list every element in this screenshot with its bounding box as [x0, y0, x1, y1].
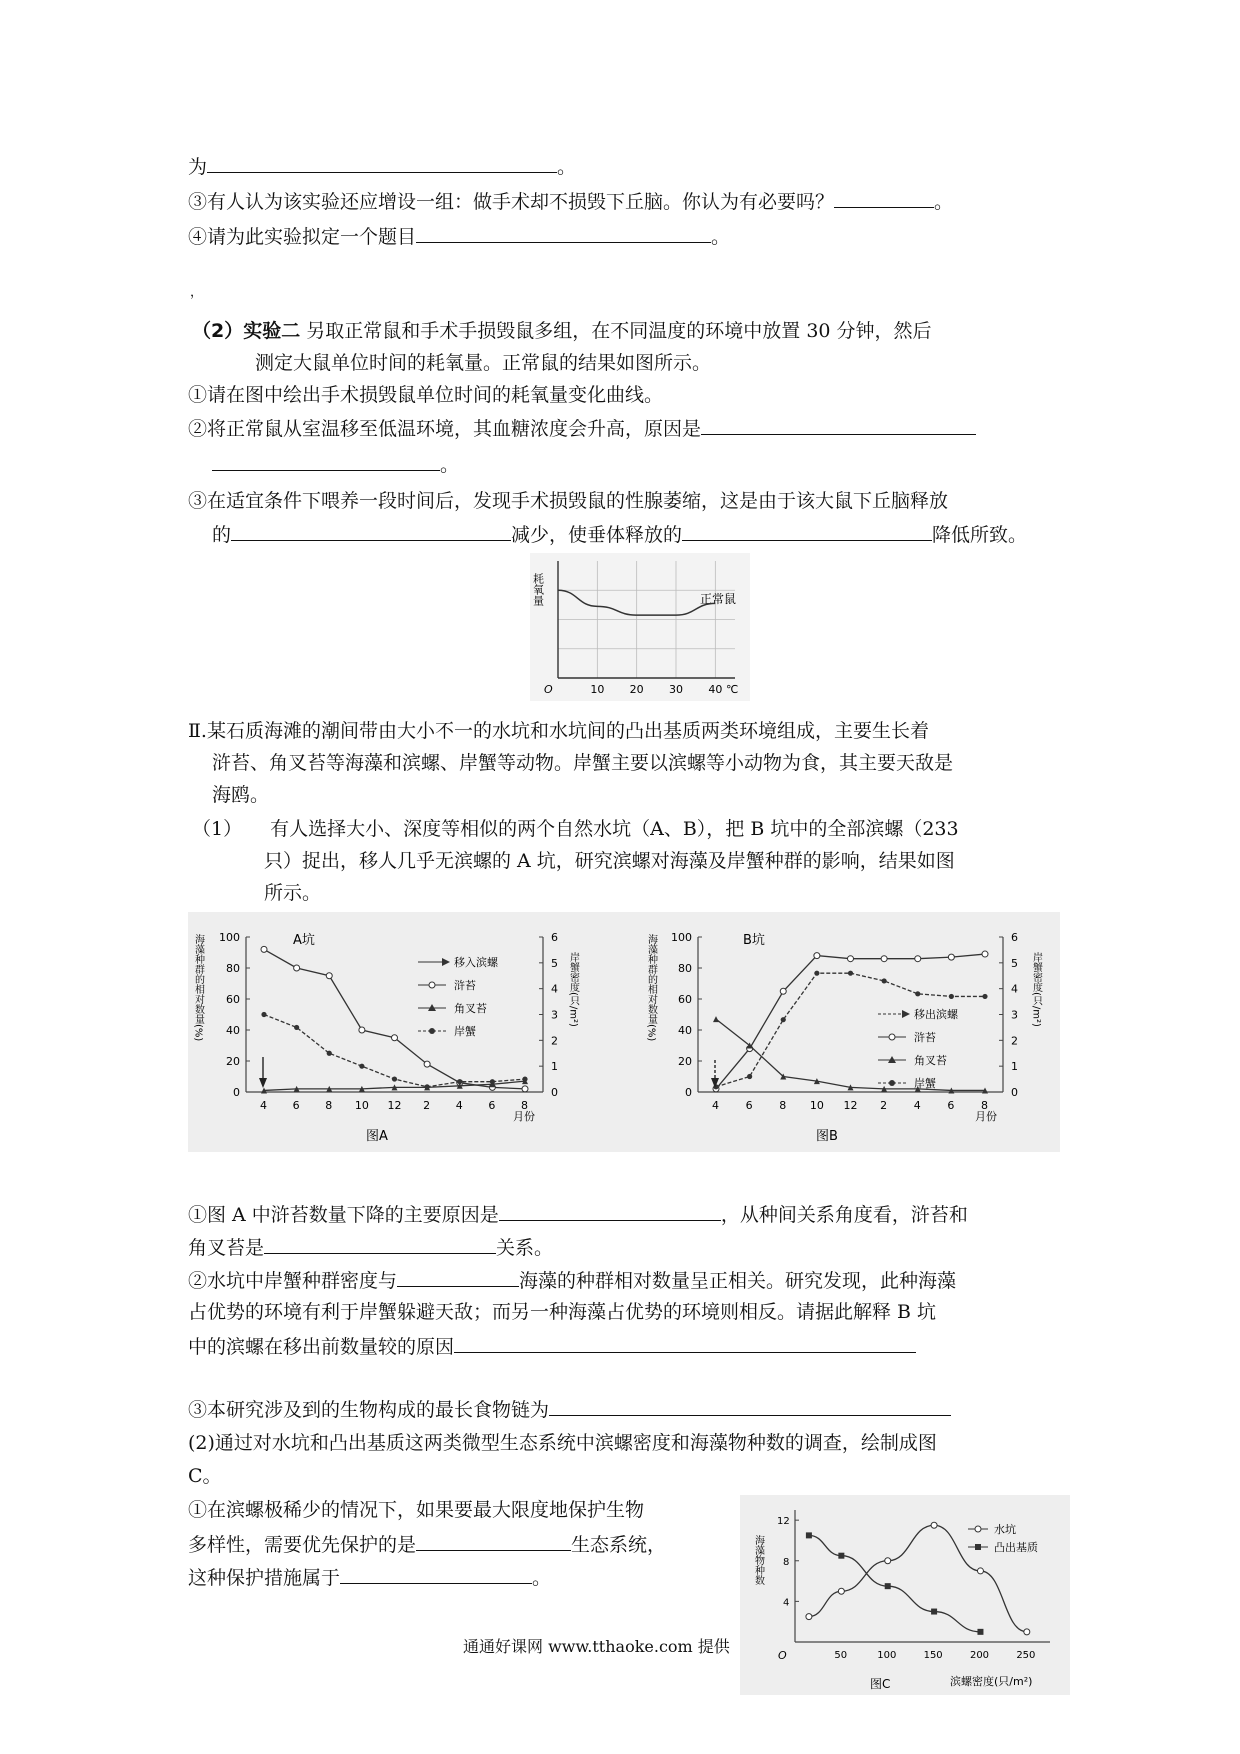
x-tick-label: 12	[843, 1099, 858, 1112]
y-tick-label-right: 3	[1011, 1008, 1018, 1022]
oxygen-chart-svg	[530, 553, 750, 701]
fig-b-x-unit: 月份	[975, 1110, 997, 1123]
q-continuation-line: 为 。	[188, 152, 576, 180]
x-unit-label: ℃	[726, 683, 739, 696]
figure-oxygen-chart	[530, 553, 750, 701]
data-point	[392, 1035, 398, 1041]
x-tick-label: 4	[455, 1099, 463, 1112]
legend-swatch	[975, 1544, 981, 1550]
exp2-intro-line2: 测定大鼠单位时间的耗氧量。正常鼠的结果如图所示。	[255, 352, 712, 374]
fig-b-legend	[878, 1007, 959, 1090]
fig-a-legend	[418, 955, 499, 1038]
fig-a-right-label: 岸蟹密度(只/m²)	[567, 952, 579, 1027]
fig-b-right-label: 岸蟹密度(只/m²)	[1030, 952, 1042, 1027]
y-tick-label-right: 4	[551, 982, 558, 996]
fig-a-arrow-head	[259, 1078, 267, 1088]
data-point	[814, 971, 819, 976]
answer-blank[interactable]	[682, 520, 932, 541]
x-tick-label: 200	[969, 1650, 990, 1661]
x-tick-label: 10	[354, 1099, 369, 1112]
data-point	[838, 1553, 844, 1559]
data-point	[915, 991, 920, 996]
legend-swatch	[902, 1010, 910, 1018]
data-point	[915, 956, 921, 962]
fig-a-caption: 图A	[366, 1129, 388, 1144]
x-tick-label: 4	[712, 1099, 719, 1112]
exp2-q2: ②将正常鼠从室温移至低温环境，其血糖浓度会升高，原因是	[188, 414, 976, 442]
fig-a-ticks	[219, 931, 558, 1112]
data-point	[838, 1588, 844, 1594]
y-tick-label: 8	[783, 1556, 790, 1568]
fig-c-origin: O	[778, 1649, 787, 1662]
y-tick-label-left: 0	[685, 1086, 692, 1099]
legend-label: 岸蟹	[914, 1077, 936, 1090]
x-tick-label: 250	[1016, 1650, 1036, 1661]
data-point	[948, 954, 954, 960]
answer-blank[interactable]	[701, 414, 976, 435]
x-tick-label: 20	[629, 683, 644, 696]
exp2-label: （2）实验二	[192, 320, 301, 342]
part2-a1-line2: 角叉苔是 关系。	[188, 1233, 553, 1261]
x-tick-label: 8	[981, 1099, 988, 1112]
y-tick-label-left: 0	[233, 1086, 240, 1099]
y-tick-label-right: 0	[1011, 1086, 1018, 1099]
part2-q1-line1: （1） 有人选择大小、深度等相似的两个自然水坑（A、B），把 B 坑中的全部滨螺（233	[192, 818, 959, 840]
x-tick-label: 4	[260, 1099, 267, 1112]
y-tick-label-right: 6	[551, 931, 558, 944]
y-tick-label: 4	[783, 1597, 790, 1609]
figure-c-svg	[740, 1495, 1070, 1695]
part2-q2-line2: C。	[188, 1465, 222, 1487]
legend-label: 水坑	[994, 1523, 1016, 1536]
data-point	[949, 994, 954, 999]
fig-b-series	[713, 951, 988, 1093]
part2-c1-line3: 这种保护措施属于 。	[188, 1563, 551, 1591]
y-tick-label-right: 0	[551, 1086, 558, 1099]
part2-a3: ③本研究涉及到的生物构成的最长食物链为	[188, 1395, 951, 1423]
legend-label: 凸出基质	[994, 1541, 1038, 1554]
part2-c1-line2: 多样性，需要优先保护的是 生态系统，	[188, 1530, 666, 1558]
x-tick-label: 8	[521, 1099, 528, 1112]
y-tick-label-right: 2	[1011, 1034, 1018, 1048]
fig-a-title: A坑	[293, 933, 315, 948]
fig-b-title: B坑	[743, 933, 765, 948]
fig-b-caption: 图B	[816, 1129, 838, 1144]
data-point	[982, 951, 988, 957]
origin-label: O	[544, 683, 553, 696]
y-tick-label-right: 5	[551, 956, 558, 970]
y-tick-label-left: 60	[678, 993, 692, 1006]
answer-blank[interactable]	[834, 187, 934, 208]
figure-ab-svg	[188, 912, 1060, 1152]
data-point	[848, 971, 853, 976]
answer-blank[interactable]	[416, 1530, 571, 1551]
data-point	[294, 965, 300, 971]
y-tick-label: 12	[777, 1516, 790, 1528]
data-point	[326, 973, 332, 979]
figure-ab-panel	[188, 912, 1060, 1152]
data-point	[931, 1522, 937, 1528]
y-tick-label-right: 6	[1011, 931, 1018, 944]
part2-intro-line3: 海鸥。	[212, 784, 270, 806]
x-tick-label: 6	[292, 1099, 300, 1112]
legend-swatch	[442, 958, 450, 966]
data-point	[982, 994, 987, 999]
part2-a2-line3: 中的滨螺在移出前数量较的原因	[188, 1332, 916, 1360]
answer-blank[interactable]	[207, 152, 557, 173]
data-point	[931, 1609, 937, 1615]
legend-label: 移入滨螺	[454, 956, 498, 969]
fig-a-left-label: 海藻种群的相对数量(%)	[192, 934, 204, 1042]
y-tick-label-right: 3	[551, 1008, 558, 1022]
series-line	[264, 949, 525, 1089]
data-point	[882, 978, 887, 983]
answer-blank[interactable]	[416, 222, 711, 243]
answer-blank[interactable]	[340, 1563, 532, 1584]
x-tick-label: 10	[590, 683, 605, 696]
data-point	[885, 1583, 891, 1589]
fig-a-x-unit: 月份	[513, 1110, 535, 1123]
data-point	[359, 1064, 364, 1069]
data-point	[425, 1084, 430, 1089]
legend-label: 浒苔	[914, 1031, 936, 1044]
footer-credit: 通通好课网 www.tthaoke.com 提供	[463, 1637, 730, 1656]
x-tick-label: 30	[669, 683, 683, 696]
legend-label: 角叉苔	[914, 1054, 947, 1067]
x-tick-label: 12	[387, 1099, 402, 1112]
data-point	[359, 1027, 365, 1033]
y-tick-label-right: 1	[1011, 1060, 1018, 1074]
y-tick-label-right: 2	[551, 1034, 558, 1048]
x-tick-label: 8	[779, 1099, 787, 1112]
data-point	[327, 1051, 332, 1056]
fig-c-y-label: 海藻物种数	[752, 1535, 764, 1585]
data-point	[806, 1532, 812, 1538]
y-tick-label-left: 100	[671, 931, 692, 944]
part2-c1-line1: ①在滨螺极稀少的情况下，如果要最大限度地保护生物	[188, 1499, 645, 1521]
part2-intro-line1: Ⅱ.某石质海滩的潮间带由大小不一的水坑和水坑间的凸出基质两类环境组成，主要生长着	[188, 720, 929, 742]
y-tick-label-right: 4	[1011, 982, 1018, 996]
data-point	[392, 1076, 397, 1081]
x-tick-label: 50	[834, 1650, 848, 1661]
data-point	[747, 1074, 752, 1079]
chart-grid	[558, 561, 735, 678]
legend-label: 岸蟹	[454, 1025, 476, 1038]
exp2-intro-line1: （2）实验二 另取正常鼠和手术手损毁鼠多组，在不同温度的环境中放置 30 分钟，然后	[192, 320, 932, 342]
data-point	[885, 1558, 891, 1564]
data-point	[490, 1079, 495, 1084]
x-tick-label: 40	[708, 683, 723, 696]
part2-intro-line2: 浒苔、角叉苔等海藻和滨螺、岸蟹等动物。岸蟹主要以滨螺等小动物为食，其主要天敌是	[212, 752, 954, 774]
y-tick-label-left: 40	[678, 1024, 692, 1037]
answer-blank[interactable]	[231, 520, 511, 541]
data-point	[848, 956, 854, 962]
data-point	[806, 1614, 812, 1620]
data-point	[522, 1076, 527, 1081]
legend-label: 浒苔	[454, 979, 476, 992]
data-point	[780, 988, 786, 994]
data-point	[977, 1629, 983, 1635]
x-tick-label: 10	[809, 1099, 824, 1112]
data-point	[881, 956, 887, 962]
part2-q1-line2: 只）捉出，移人几乎无滨螺的 A 坑，研究滨螺对海藻及岸蟹种群的影响，结果如图	[264, 850, 955, 872]
x-ticks	[590, 683, 722, 696]
stray-comma: ，	[190, 285, 204, 300]
part2-q1-line3: 所示。	[264, 882, 322, 904]
data-point	[522, 1086, 528, 1092]
data-point	[781, 1017, 786, 1022]
data-point	[814, 953, 820, 959]
fig-b-left-label: 海藻种群的相对数量(%)	[645, 934, 657, 1042]
x-tick-label: 4	[913, 1099, 921, 1112]
data-point	[977, 1568, 983, 1574]
figure-b	[646, 931, 1043, 1144]
legend-swatch	[975, 1526, 981, 1532]
exp2-q2-cont: 。	[212, 450, 459, 478]
figure-c-panel	[740, 1495, 1070, 1695]
y-tick-label-left: 100	[219, 931, 240, 944]
part2-a2-line2: 占优势的环境有利于岸蟹躲避天敌；而另一种海藻占优势的环境则相反。请据此解释 B 坑	[188, 1301, 937, 1323]
question-4: ④请为此实验拟定一个题目 。	[188, 222, 730, 250]
exp2-q3-line1: ③在适宜条件下喂养一段时间后，发现手术损毁鼠的性腺萎缩，这是由于该大鼠下丘脑释放	[188, 490, 949, 512]
data-point	[294, 1025, 299, 1030]
exp2-q1: ①请在图中绘出手术损毁鼠单位时间的耗氧量变化曲线。	[188, 384, 664, 406]
y-tick-label-left: 80	[226, 962, 240, 975]
data-point	[1024, 1629, 1030, 1635]
data-point	[261, 1012, 266, 1017]
answer-blank[interactable]	[397, 1266, 519, 1287]
answer-blank[interactable]	[549, 1395, 951, 1416]
data-point	[261, 946, 267, 952]
answer-blank[interactable]	[212, 450, 440, 471]
series-line	[264, 1015, 525, 1087]
data-point	[713, 1016, 719, 1022]
x-tick-label: 150	[923, 1650, 943, 1661]
fig-c-ticks	[777, 1516, 1035, 1661]
y-tick-label-left: 20	[226, 1055, 240, 1068]
data-point	[457, 1079, 462, 1084]
y-tick-label-left: 80	[678, 962, 692, 975]
exp2-q3-line2: 的 减少，使垂体释放的 降低所致。	[212, 520, 1027, 548]
x-tick-label: 2	[423, 1099, 431, 1112]
fig-c-series	[806, 1522, 1030, 1635]
part2-a1-line1: ①图 A 中浒苔数量下降的主要原因是 ，从种间关系角度看，浒苔和	[188, 1200, 968, 1228]
y-axis-label: 耗氧量	[531, 573, 545, 606]
series-line	[716, 973, 985, 1087]
y-tick-label-left: 60	[226, 993, 240, 1006]
fig-c-caption: 图C	[870, 1677, 891, 1691]
x-tick-label: 8	[325, 1099, 333, 1112]
part2-q2-line1: (2)通过对水坑和凸出基质这两类微型生态系统中滨螺密度和海藻物种数的调查，绘制成图	[188, 1432, 937, 1454]
x-tick-label: 6	[488, 1099, 496, 1112]
data-point	[424, 1061, 430, 1067]
series-line	[809, 1535, 981, 1631]
series-label-normal: 正常鼠	[700, 592, 737, 606]
legend-swatch	[889, 1080, 895, 1086]
x-tick-label: 6	[745, 1099, 753, 1112]
question-3: ③有人认为该实验还应增设一组：做手术却不损毁下丘脑。你认为有必要吗？ 。	[188, 187, 953, 215]
legend-label: 移出滨螺	[914, 1008, 958, 1021]
legend-swatch	[889, 1034, 895, 1040]
answer-blank[interactable]	[454, 1332, 916, 1353]
y-tick-label-right: 1	[551, 1060, 558, 1074]
fig-c-x-label: 滨螺密度(只/m²)	[950, 1675, 1033, 1688]
legend-swatch	[429, 1028, 435, 1034]
answer-blank[interactable]	[264, 1233, 496, 1254]
y-tick-label-left: 20	[678, 1055, 692, 1068]
x-tick-label: 100	[877, 1650, 897, 1661]
figure-a	[193, 931, 580, 1144]
x-tick-label: 2	[880, 1099, 888, 1112]
x-tick-label: 6	[947, 1099, 955, 1112]
y-tick-label-left: 40	[226, 1024, 240, 1037]
answer-blank[interactable]	[499, 1200, 721, 1221]
fig-c-legend	[968, 1522, 1038, 1554]
part2-a2-line1: ②水坑中岸蟹种群密度与 海藻的种群相对数量呈正相关。研究发现，此种海藻	[188, 1266, 956, 1294]
y-tick-label-right: 5	[1011, 956, 1018, 970]
legend-label: 角叉苔	[454, 1002, 487, 1015]
legend-swatch	[429, 982, 435, 988]
